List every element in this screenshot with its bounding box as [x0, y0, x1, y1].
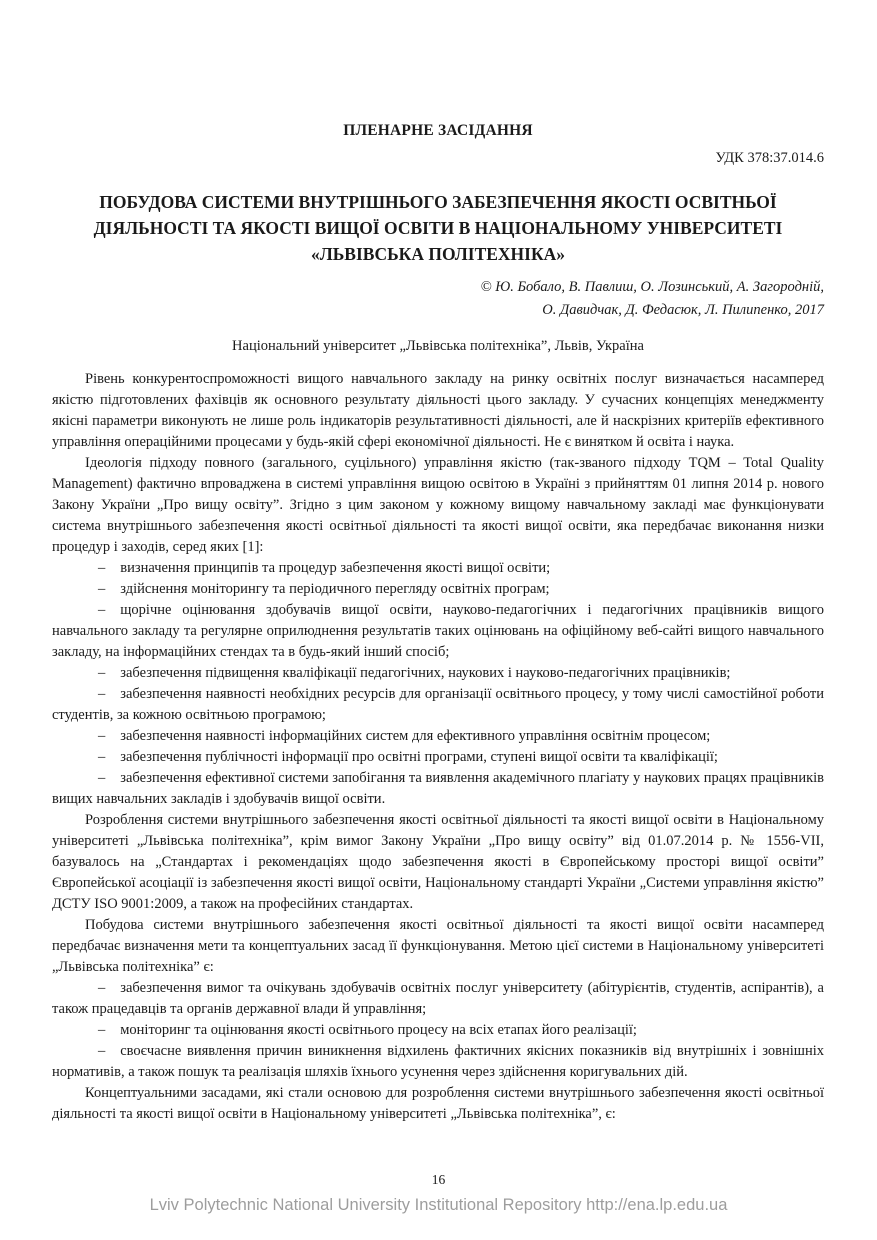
article-body — [52, 369, 824, 1125]
bullet-dash: – — [98, 749, 106, 765]
bullet-dash: – — [98, 581, 106, 597]
paragraph: Розроблення системи внутрішнього забезпечення якості освітньої діяльності та якості вищої освіти в Національному університеті „Львівська політехніка”, крім вимог Закону України „Про вищу освіту” від 01.07.2014 р. № 1556-VII, базувалось на „Стандартах і рекомендаціях щодо забезпечення якості в Європейському просторі вищої освіти” Європейської асоціації із забезпечення якості вищої освіти, Національному стандарті України „Системи управління якістю” ДСТУ ISO 9001:2009, а також на професійних стандартах. — [52, 812, 824, 912]
authors-line: © Ю. Бобало, В. Павлиш, О. Лозинський, А. Загородній, — [480, 279, 824, 295]
bullet-text: здійснення моніторингу та періодичного перегляду освітніх програм; — [120, 581, 550, 597]
udc-code: УДК 378:37.014.6 — [715, 150, 824, 166]
bullet-item — [52, 684, 824, 726]
bullet-item — [52, 768, 824, 810]
bullet-text: забезпечення вимог та очікувань здобувачів освітніх послуг університету (абітурієнтів, студентів, аспірантів), а також працедавців та органів державної влади й управління; — [52, 980, 824, 1017]
section-header: ПЛЕНАРНЕ ЗАСІДАННЯ — [343, 122, 533, 139]
bullet-dash: – — [98, 665, 106, 681]
bullet-text: визначення принципів та процедур забезпечення якості вищої освіти; — [120, 560, 551, 576]
bullet-item — [52, 663, 824, 684]
bullet-dash: – — [98, 980, 106, 996]
repository-watermark: Lviv Polytechnic National University Institutional Repository http://ena.lp.edu.ua — [149, 1196, 728, 1214]
bullet-text: своєчасне виявлення причин виникнення відхилень фактичних якісних показників від внутрішніх і зовнішніх нормативів, а також пошук та реалізація шляхів їхнього усунення через здійснення коригувальних дій. — [52, 1043, 824, 1080]
bullet-text: моніторинг та оцінювання якості освітнього процесу на всіх етапах його реалізації; — [120, 1022, 637, 1038]
bullet-item — [52, 1041, 824, 1083]
paragraph: Побудова системи внутрішнього забезпечення якості освітньої діяльності та якості вищої освіти насамперед передбачає визначення мети та концептуальних засад її функціонування. Метою цієї системи в Національному університеті „Львівська політехніка” є: — [52, 917, 824, 975]
bullet-item — [52, 978, 824, 1020]
paragraph: Концептуальними засадами, які стали основою для розроблення системи внутрішнього забезпечення якості освітньої діяльності та якості вищої освіти в Національному університеті „Львівська політехніка”, є: — [52, 1085, 824, 1122]
bullet-text: забезпечення наявності необхідних ресурсів для організації освітнього процесу, у тому числі самостійної роботи студентів, за кожною освітньою програмою; — [52, 686, 824, 723]
bullet-item — [52, 600, 824, 663]
bullet-dash: – — [98, 770, 106, 786]
paragraph: Рівень конкурентоспроможності вищого навчального закладу на ринку освітніх послуг визначається насамперед якістю підготовлених фахівців як основного результату діяльності цього закладу. У сучасних концепціях менеджменту якісні параметри виконують не лише роль індикаторів результативності діяльності, але й наскрізних критеріїв ефективного управління операційними процесами у будь-якій сфері економічної діяльності. Не є винятком й освіта і наука. — [52, 371, 824, 450]
affiliation: Національний університет „Львівська політехніка”, Львів, Україна — [232, 338, 644, 354]
bullet-item — [52, 1020, 824, 1041]
page-number: 16 — [431, 1172, 446, 1187]
article-title-line: ДІЯЛЬНОСТІ ТА ЯКОСТІ ВИЩОЇ ОСВІТИ В НАЦІОНАЛЬНОМУ УНІВЕРСИТЕТІ — [93, 218, 783, 238]
bullet-item — [52, 747, 824, 768]
bullet-dash: – — [98, 686, 106, 702]
bullet-item — [52, 579, 824, 600]
bullet-text: щорічне оцінювання здобувачів вищої освіти, науково-педагогічних і педагогічних працівників вищого навчального закладу та регулярне оприлюднення результатів таких оцінювань на офіційному веб-сайті вищого навчального закладу, на інформаційних стендах та в будь-який інший спосіб; — [52, 602, 824, 660]
bullet-text: забезпечення ефективної системи запобігання та виявлення академічного плагіату у наукових працях працівників вищих навчальних закладів і здобувачів вищої освіти. — [52, 770, 824, 807]
bullet-dash: – — [98, 1043, 106, 1059]
paragraph: Ідеологія підходу повного (загального, суцільного) управління якістю (так-званого підходу TQM – Total Quality Management) фактично впроваджена в системі управління вищою освітою в Україні з прийняттям 01 липня 2014 р. нового Закону України „Про вищу освіту”. Згідно з цим законом у кожному вищому навчальному закладі має функціонувати система внутрішнього забезпечення якості освітньої діяльності та якості вищої освіти, яка передбачає виконання низки процедур і заходів, серед яких [1]: — [52, 455, 824, 555]
authors-block — [52, 276, 824, 322]
bullet-dash: – — [98, 560, 106, 576]
article-title-line: ПОБУДОВА СИСТЕМИ ВНУТРІШНЬОГО ЗАБЕЗПЕЧЕННЯ ЯКОСТІ ОСВІТНЬОЇ — [99, 192, 777, 212]
article-title-line: «ЛЬВІВСЬКА ПОЛІТЕХНІКА» — [310, 244, 566, 264]
bullet-text: забезпечення публічності інформації про освітні програми, ступені вищої освіти та кваліфікації; — [120, 749, 718, 765]
article-title — [52, 189, 824, 267]
bullet-dash: – — [98, 1022, 106, 1038]
bullet-item — [52, 558, 824, 579]
bullet-dash: – — [98, 602, 106, 618]
bullet-dash: – — [98, 728, 106, 744]
bullet-text: забезпечення підвищення кваліфікації педагогічних, наукових і науково-педагогічних працівників; — [120, 665, 731, 681]
bullet-text: забезпечення наявності інформаційних систем для ефективного управління освітнім процесом; — [120, 728, 711, 744]
authors-line: О. Давидчак, Д. Федасюк, Л. Пилипенко, 2017 — [542, 302, 824, 318]
bullet-item — [52, 726, 824, 747]
